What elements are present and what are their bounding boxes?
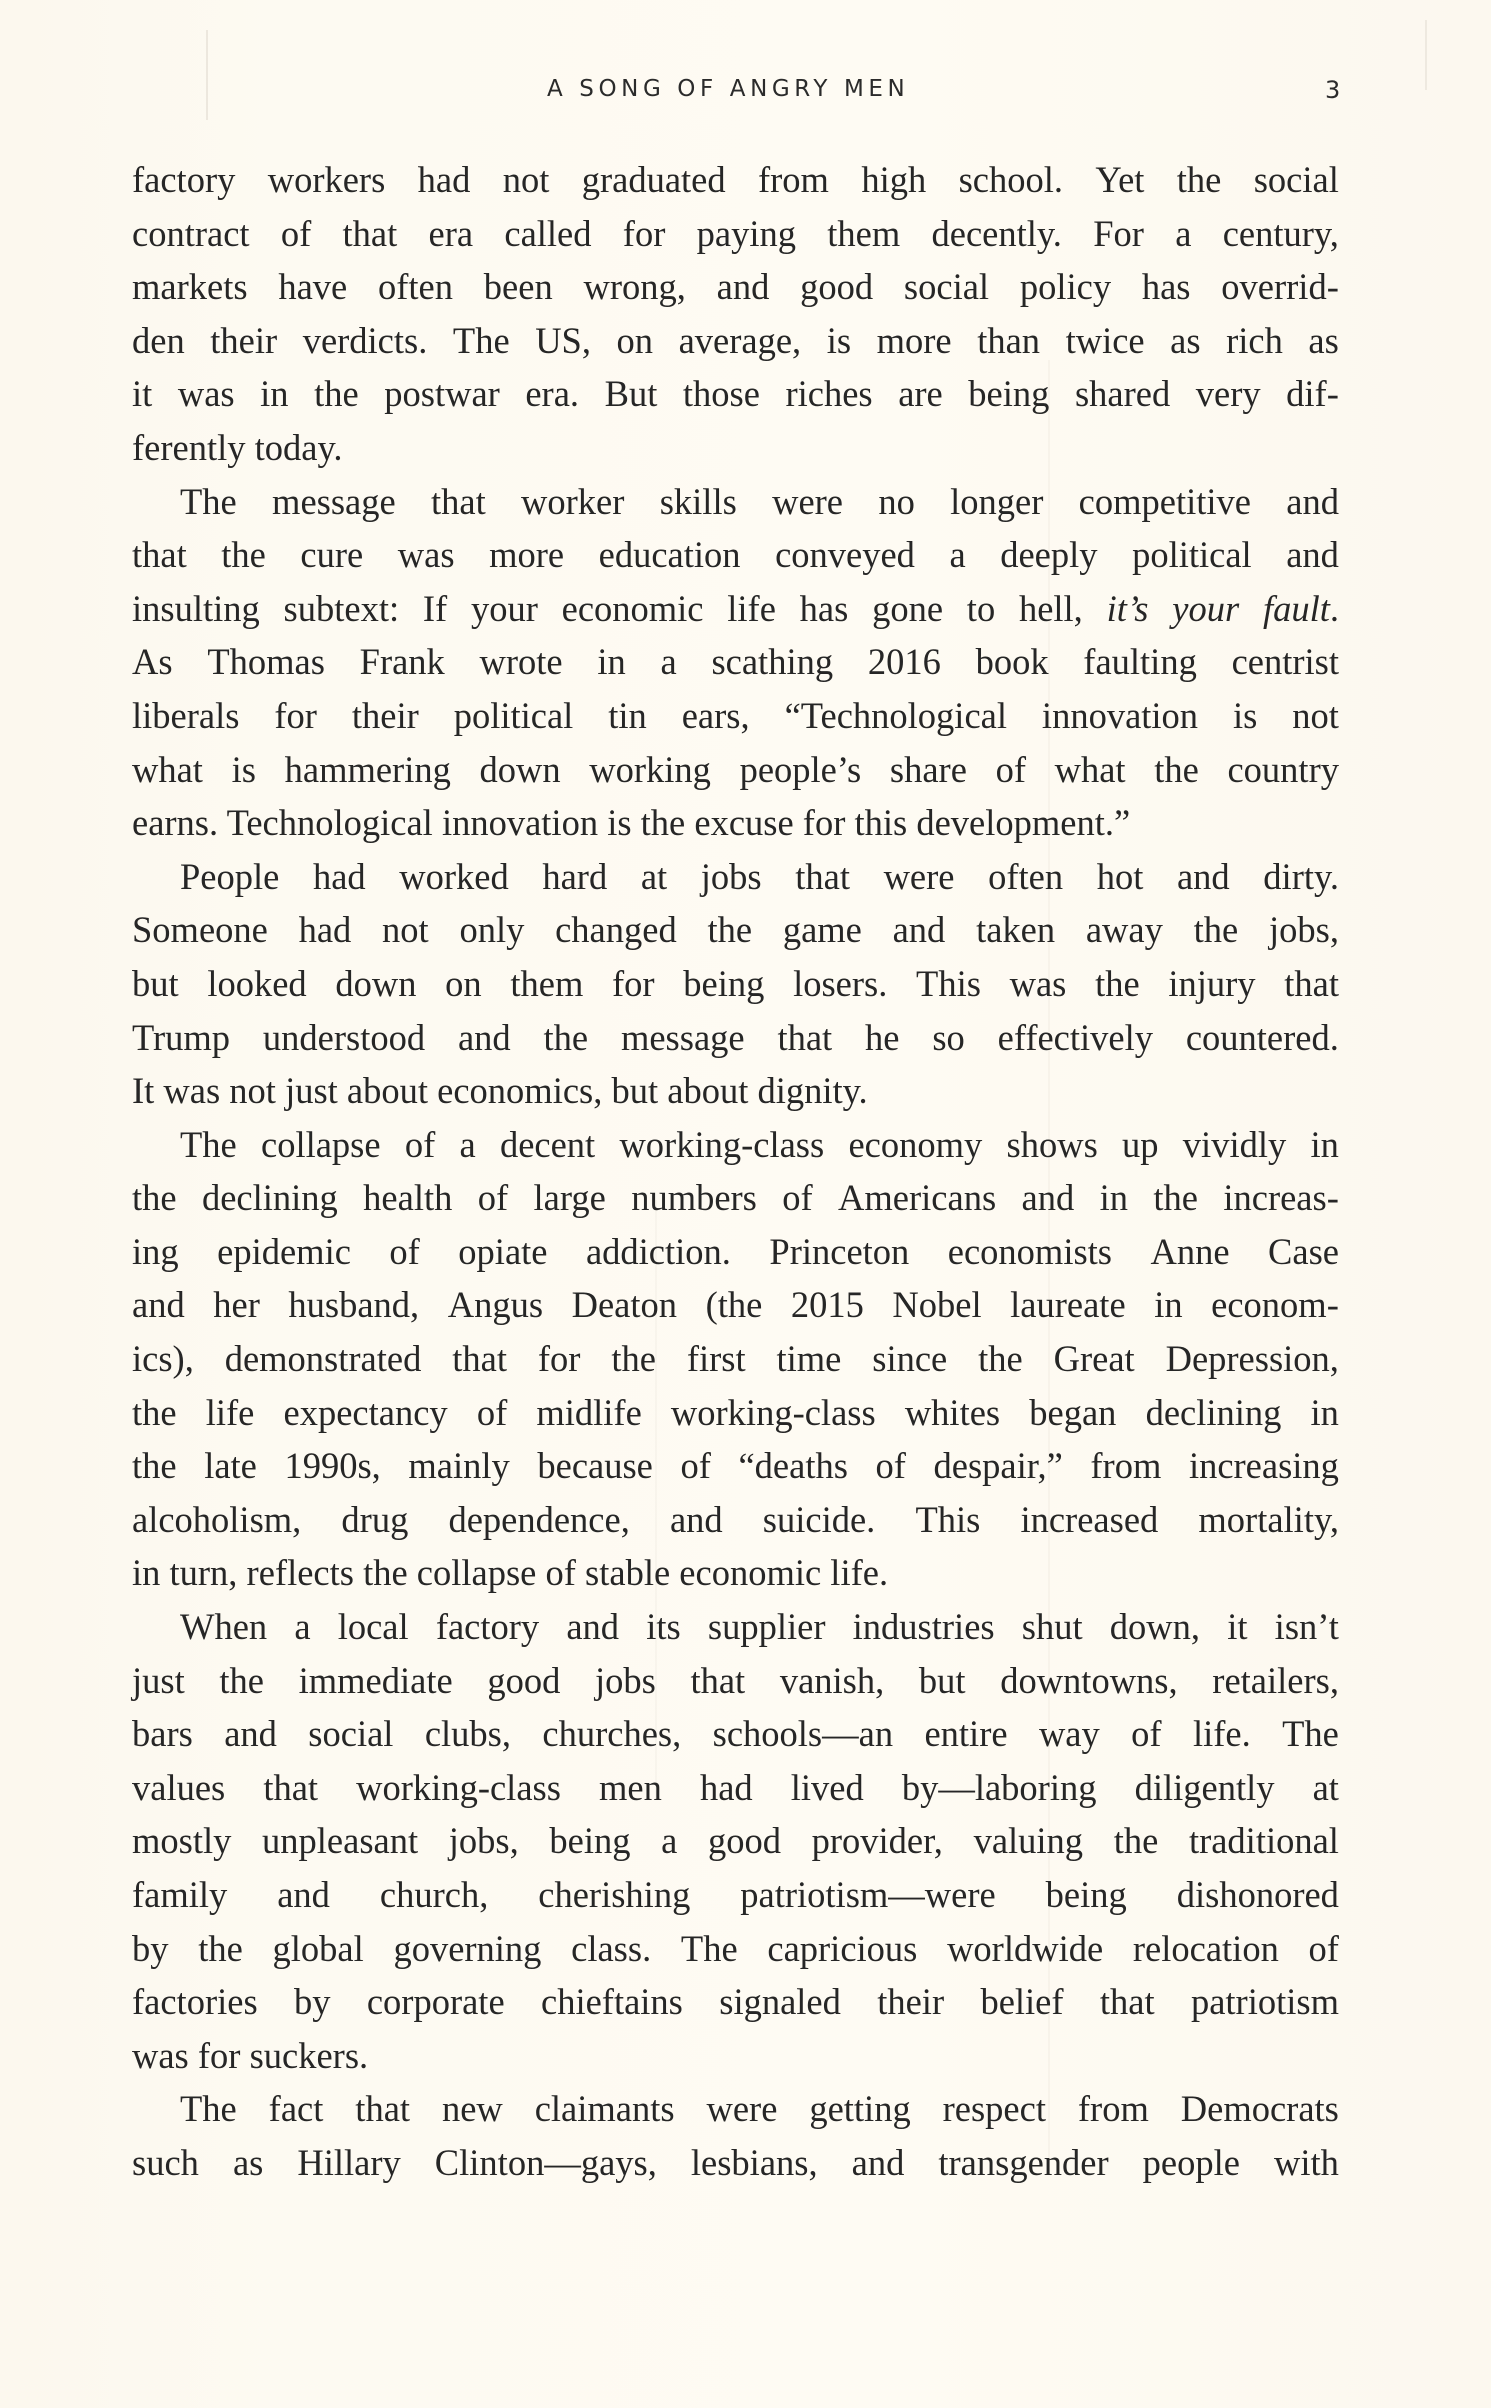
- text-line: values that working-class men had lived by—laboring diligently at: [132, 1766, 1339, 1808]
- text-segment: insulting subtext: If your economic life has gone to hell,: [132, 587, 1107, 629]
- text-line: The message that worker skills were no longer competitive and: [180, 480, 1339, 522]
- paragraph-3: [132, 850, 1339, 1118]
- text-line: the late 1990s, mainly because of “deaths of despair,” from increasing: [132, 1445, 1339, 1487]
- text-line: den their verdicts. The US, on average, is more than twice as rich as: [132, 319, 1339, 361]
- text-line: the declining health of large numbers of Americans and in the increas-: [132, 1177, 1339, 1219]
- text-line: liberals for their political tin ears, “Technological innovation is not: [132, 694, 1339, 736]
- text-line: family and church, cherishing patriotism—were being dishonored: [132, 1874, 1339, 1915]
- text-line: The collapse of a decent working-class economy shows up vividly in: [180, 1123, 1339, 1165]
- emphasis-text: it’s your fault: [1106, 587, 1330, 629]
- text-line: When a local factory and its supplier industries shut down, it isn’t: [180, 1606, 1339, 1648]
- text-line: such as Hillary Clinton—gays, lesbians, and transgender people with: [132, 2141, 1339, 2183]
- text-line: in turn, reflects the collapse of stable economic life.: [132, 1552, 889, 1594]
- text-line: It was not just about economics, but about dignity.: [132, 1070, 868, 1112]
- text-line: Someone had not only changed the game and taken away the jobs,: [132, 909, 1339, 951]
- text-line: what is hammering down working people’s share of what the country: [132, 748, 1339, 790]
- text-line: just the immediate good jobs that vanish, but downtowns, retailers,: [132, 1659, 1339, 1701]
- text-line: factories by corporate chieftains signaled their belief that patriotism: [132, 1981, 1339, 2023]
- text-line: ing epidemic of opiate addiction. Princeton economists Anne Case: [132, 1230, 1339, 1272]
- text-line: but looked down on them for being losers. This was the injury that: [132, 962, 1339, 1004]
- paragraph-5: [132, 1600, 1339, 2082]
- body-text: [132, 153, 1339, 2190]
- text-line: contract of that era called for paying them decently. For a century,: [132, 212, 1339, 254]
- text-line: earns. Technological innovation is the excuse for this development.”: [132, 802, 1131, 844]
- paragraph-2: [132, 475, 1339, 850]
- paragraph-6: [132, 2082, 1339, 2189]
- text-line: ferently today.: [132, 426, 343, 468]
- text-line: it was in the postwar era. But those riches are being shared very dif-: [132, 373, 1339, 415]
- text-line: People had worked hard at jobs that were often hot and dirty.: [180, 855, 1339, 897]
- text-line: that the cure was more education conveyed a deeply political and: [132, 534, 1339, 576]
- text-line: The fact that new claimants were getting respect from Democrats: [180, 2088, 1339, 2130]
- paragraph-4: [132, 1118, 1339, 1600]
- running-title: A SONG OF ANGRY MEN: [547, 76, 910, 102]
- text-line-with-emphasis: [132, 582, 1339, 636]
- text-line: markets have often been wrong, and good social policy has overrid-: [132, 266, 1339, 308]
- text-line: was for suckers.: [132, 2034, 369, 2076]
- text-line: mostly unpleasant jobs, being a good provider, valuing the traditional: [132, 1820, 1339, 1862]
- text-line: ics), demonstrated that for the first time since the Great Depression,: [132, 1338, 1339, 1380]
- text-line: Trump understood and the message that he so effectively countered.: [132, 1016, 1339, 1058]
- text-line: As Thomas Frank wrote in a scathing 2016 book faulting centrist: [132, 641, 1339, 683]
- running-header: [0, 72, 1491, 106]
- page-number: 3: [1325, 76, 1341, 104]
- text-line: the life expectancy of midlife working-class whites began declining in: [132, 1391, 1339, 1433]
- text-line: alcoholism, drug dependence, and suicide. This increased mortality,: [132, 1498, 1339, 1540]
- text-line: factory workers had not graduated from high school. Yet the social: [132, 159, 1339, 200]
- text-line: bars and social clubs, churches, schools—an entire way of life. The: [132, 1713, 1339, 1755]
- text-segment: .: [1329, 587, 1339, 629]
- text-line: and her husband, Angus Deaton (the 2015 Nobel laureate in econom-: [132, 1284, 1339, 1326]
- text-line: by the global governing class. The capricious worldwide relocation of: [132, 1927, 1339, 1969]
- paragraph-1: [132, 153, 1339, 475]
